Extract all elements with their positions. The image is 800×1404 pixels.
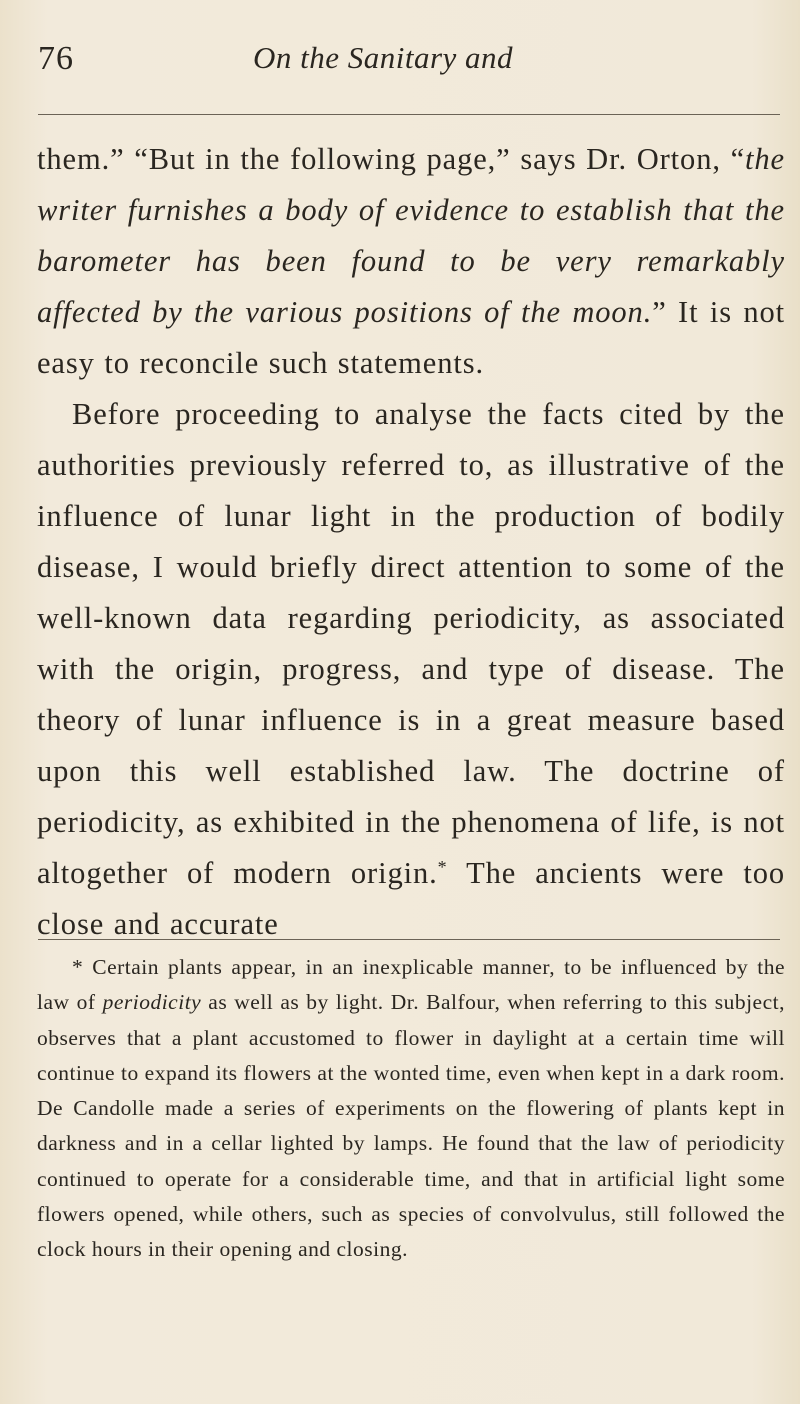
footnote-text-b: as well as by light. Dr. Balfour, when referring to this subject, observes that a plant accustomed to flower in daylight at a certain time will continue to expand its flowers at the wonted time, even when kept in a dark room. De Candolle made a series of experiments on the flowering of plants kept in darkness and in a cellar lighted by lamps. He found that the law of periodicity continued to operate for a considerable time, and that in artificial light some flowers opened, while others, such as species of convolvulus, still followed the clock hours in their opening and closing. <box>37 990 785 1262</box>
paragraph-2-text-b: The ancients were too close and accurate <box>37 856 785 941</box>
paragraph-periodicity <box>37 389 785 950</box>
footnote-italic-term: periodicity <box>102 990 202 1015</box>
main-text <box>37 134 785 950</box>
paragraph-2-text-a: Before proceeding to analyse the facts cited by the authorities previously referred to, as illustrative of the influence of lunar light in the production of bodily disease, I would briefly direct attention to some of the well-known data regarding periodicity, as associated with the origin, progress, and type of disease. The theory of lunar influence is in a great measure based upon this well established law. The doctrine of periodicity, as exhibited in the phenomena of life, is not altogether of modern origin. <box>37 397 785 890</box>
footnote <box>37 950 785 1268</box>
page-number: 76 <box>38 40 74 77</box>
footnote-rule <box>38 939 780 940</box>
orton-quotation: the writer furnishes a body of evidence to establish that the barometer has been found to be very remarkably affected by the various positions of the moon. <box>37 142 785 329</box>
paragraph-continued <box>37 134 785 389</box>
header-rule <box>38 114 780 115</box>
footnote-reference: * <box>437 857 448 877</box>
paragraph-1-text-b: ” It is not easy to reconcile such statements. <box>37 295 785 380</box>
paragraph-1-text-a: them.” “But in the following page,” says Dr. Orton, “ <box>37 142 746 176</box>
running-title: On the Sanitary and <box>253 40 514 75</box>
running-head <box>38 40 778 90</box>
footnote-paragraph <box>37 950 785 1268</box>
footnote-text-a: * Certain plants appear, in an inexplicable manner, to be influenced by the law of <box>37 955 785 1015</box>
